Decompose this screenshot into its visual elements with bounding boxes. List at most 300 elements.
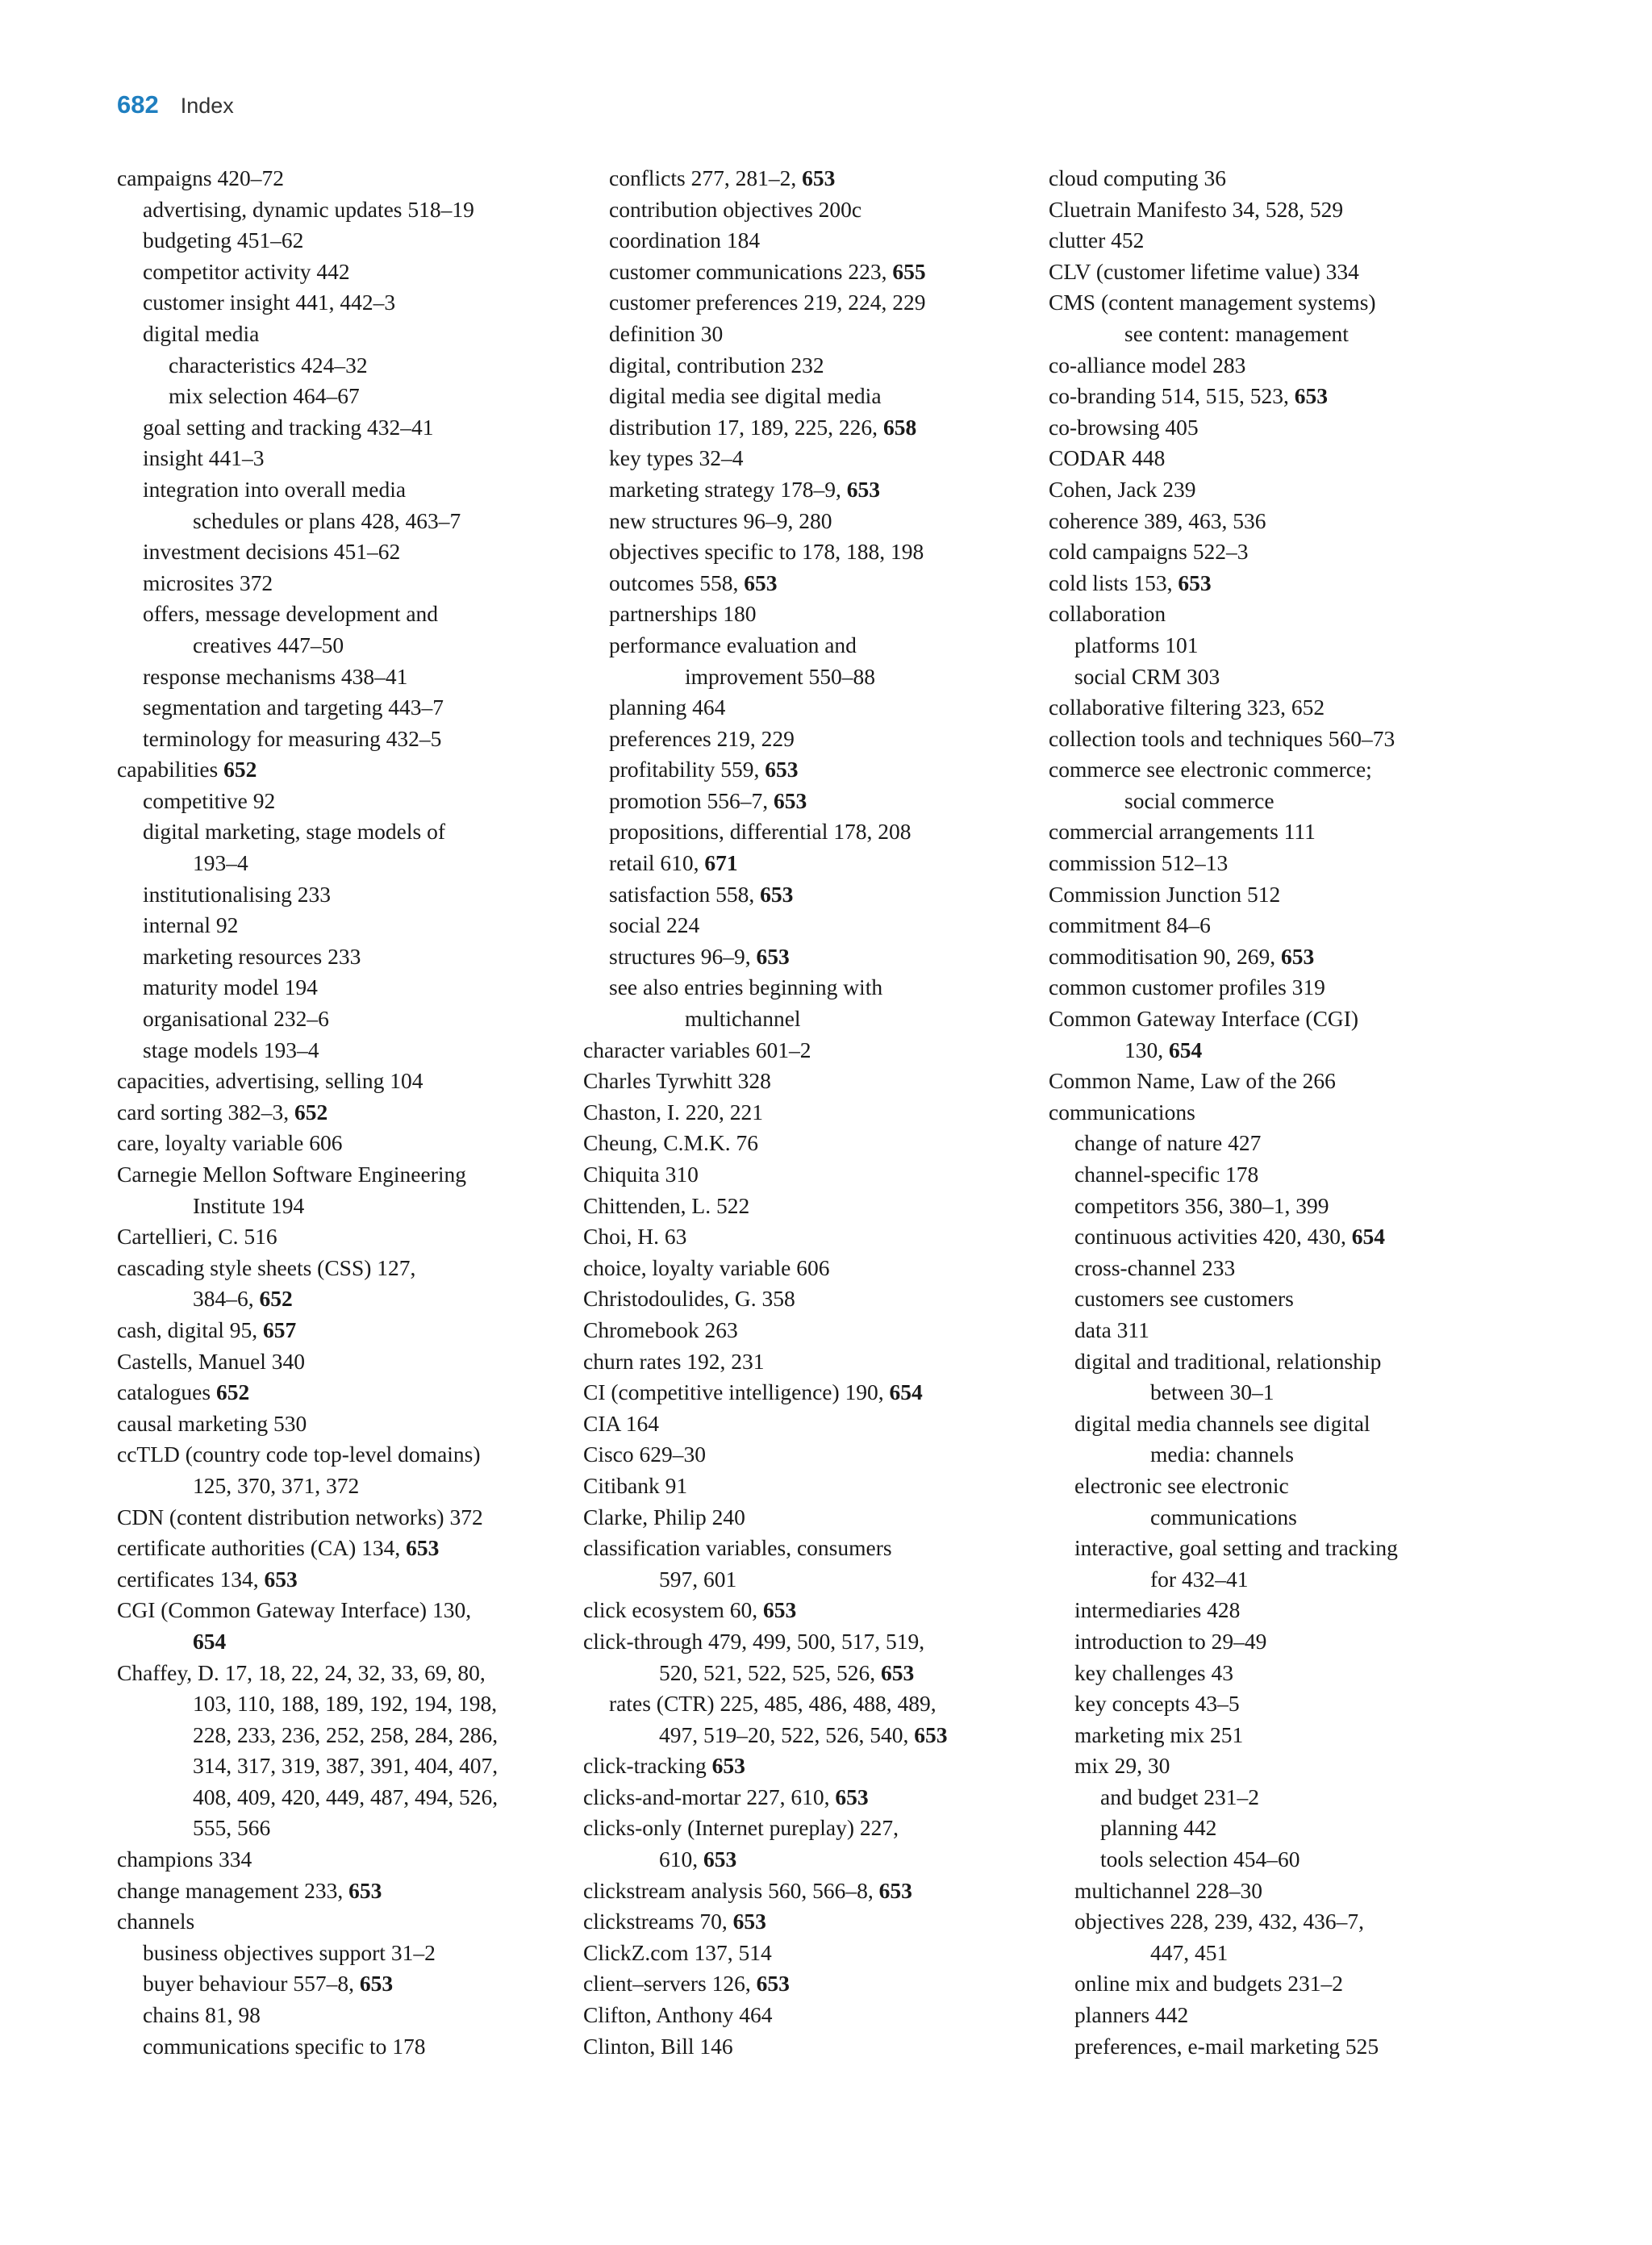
index-entry <box>1049 972 1500 1004</box>
index-entry <box>583 1782 1035 1813</box>
index-entry-text: objectives specific to 178, 188, 198 <box>609 539 924 565</box>
index-entry <box>583 506 1035 537</box>
index-entry <box>1049 1502 1500 1534</box>
index-entry-text: capacities, advertising, selling 104 <box>117 1068 423 1094</box>
index-entry-text: tools selection 454–60 <box>1100 1846 1300 1872</box>
index-entry <box>583 1502 1035 1534</box>
index-entry-bold-page: 653 <box>773 787 807 813</box>
index-entry <box>117 1720 569 1751</box>
index-entry-text: ccTLD (country code top-level domains) <box>117 1442 481 1467</box>
index-entry-bold-page: 654 <box>1169 1037 1203 1062</box>
index-entry <box>1049 1626 1500 1658</box>
index-entry <box>117 692 569 724</box>
index-entry-text: Choi, H. 63 <box>583 1224 687 1250</box>
index-entry-bold-page: 652 <box>259 1286 293 1312</box>
index-entry <box>1049 257 1500 288</box>
index-entry <box>1049 630 1500 661</box>
index-entry-text: customer preferences 219, 224, 229 <box>609 290 926 315</box>
index-entry-bold-page: 653 <box>756 1971 790 1997</box>
index-entry-text: conflicts 277, 281–2, <box>609 165 803 190</box>
index-entry <box>1049 848 1500 879</box>
index-entry <box>117 754 569 786</box>
index-entry <box>1049 1346 1500 1378</box>
index-entry-bold-page: 653 <box>835 1784 869 1809</box>
index-entry-text: cross-channel 233 <box>1074 1254 1236 1280</box>
page-number: 682 <box>117 90 159 119</box>
index-entry <box>583 287 1035 319</box>
index-entry-text: Cisco 629–30 <box>583 1442 707 1467</box>
index-entry-text: collaborative filtering 323, 652 <box>1049 695 1325 720</box>
index-entry <box>1049 661 1500 693</box>
index-entry-text: competitors 356, 380–1, 399 <box>1074 1192 1329 1218</box>
index-entry <box>117 1533 569 1564</box>
index-entry-text: stage models 193–4 <box>143 1037 319 1062</box>
index-entry <box>583 1346 1035 1378</box>
index-entry-text: social 224 <box>609 912 700 938</box>
index-entry-text: Clarke, Philip 240 <box>583 1504 745 1529</box>
index-entry-text: response mechanisms 438–41 <box>143 663 408 689</box>
index-entry-text: commercial arrangements 111 <box>1049 819 1316 845</box>
index-entry <box>583 879 1035 911</box>
index-entry-text: preferences 219, 229 <box>609 725 795 751</box>
index-entry-text: planners 442 <box>1074 2002 1189 2028</box>
index-entry-text: coherence 389, 463, 536 <box>1049 507 1266 533</box>
index-entry-text: 610, <box>659 1846 703 1872</box>
index-entry-text: cloud computing 36 <box>1049 165 1226 190</box>
index-entry-bold-page: 654 <box>1351 1224 1385 1250</box>
index-entry <box>583 474 1035 506</box>
index-entry-text: commerce see electronic commerce; <box>1049 757 1372 782</box>
index-entry-text: multichannel <box>685 1006 801 1032</box>
page-header <box>117 90 234 119</box>
index-entry-text: 103, 110, 188, 189, 192, 194, 198, <box>193 1691 498 1717</box>
index-entry-text: online mix and budgets 231–2 <box>1074 1971 1344 1997</box>
index-entry-text: communications <box>1150 1504 1297 1529</box>
index-entry-text: Chromebook 263 <box>583 1317 738 1342</box>
index-entry <box>583 1751 1035 1782</box>
index-entry-text: for 432–41 <box>1150 1566 1249 1592</box>
index-entry <box>1049 474 1500 506</box>
index-entry <box>117 1035 569 1066</box>
index-entry <box>583 1221 1035 1253</box>
index-entry-text: clickstream analysis 560, 566–8, <box>583 1877 879 1903</box>
index-entry <box>1049 1035 1500 1066</box>
index-entry <box>117 661 569 693</box>
index-entry-text: interactive, goal setting and tracking <box>1074 1535 1398 1561</box>
index-entry-text: customers see customers <box>1074 1286 1294 1312</box>
index-entry <box>117 443 569 474</box>
index-entry-text: card sorting 382–3, <box>117 1099 294 1125</box>
index-entry <box>1049 1813 1500 1844</box>
index-entry <box>1049 1782 1500 1813</box>
index-entry-bold-page: 652 <box>223 757 257 782</box>
index-entry-bold-page: 653 <box>744 570 778 595</box>
index-entry <box>117 506 569 537</box>
index-entry <box>1049 1471 1500 1502</box>
index-entry-text: collaboration <box>1049 601 1166 627</box>
index-entry-text: Chaffey, D. 17, 18, 22, 24, 32, 33, 69, 80, <box>117 1659 486 1685</box>
index-entry <box>1049 786 1500 817</box>
index-entry <box>117 599 569 630</box>
index-entry-text: marketing strategy 178–9, <box>609 476 847 502</box>
index-entry-text: Clinton, Bill 146 <box>583 2033 733 2059</box>
index-entry-bold-page: 654 <box>889 1379 923 1405</box>
index-entry <box>583 536 1035 568</box>
index-entry <box>1049 2000 1500 2031</box>
index-entry <box>117 1688 569 1720</box>
index-entry-bold-page: 653 <box>802 165 836 190</box>
index-entry <box>1049 1658 1500 1689</box>
index-entry <box>583 1938 1035 1969</box>
index-entry-text: care, loyalty variable 606 <box>117 1130 343 1156</box>
index-entry-text: customer insight 441, 442–3 <box>143 290 396 315</box>
index-entry <box>1049 536 1500 568</box>
index-entry-bold-page: 653 <box>914 1721 948 1747</box>
index-entry-text: competitive 92 <box>143 787 276 813</box>
index-entry-text: Citibank 91 <box>583 1472 688 1498</box>
index-entry-text: satisfaction 558, <box>609 881 761 907</box>
index-entry-text: co-branding 514, 515, 523, <box>1049 383 1295 409</box>
index-column-1 <box>117 163 569 2062</box>
index-entry <box>583 1004 1035 1035</box>
index-entry-text: CI (competitive intelligence) 190, <box>583 1379 890 1405</box>
index-entry-text: CGI (Common Gateway Interface) 130, <box>117 1597 472 1623</box>
index-entry-bold-page: 654 <box>193 1628 227 1654</box>
index-entry <box>1049 1283 1500 1315</box>
index-entry <box>117 1346 569 1378</box>
index-entry-text: budgeting 451–62 <box>143 227 304 253</box>
index-entry-text: clutter 452 <box>1049 227 1145 253</box>
index-entry-text: Cohen, Jack 239 <box>1049 476 1196 502</box>
index-entry-text: goal setting and tracking 432–41 <box>143 414 434 440</box>
index-entry-text: CMS (content management systems) <box>1049 290 1376 315</box>
index-entry-text: 130, <box>1124 1037 1169 1062</box>
index-entry <box>583 1813 1035 1844</box>
index-entry-text: collection tools and techniques 560–73 <box>1049 725 1395 751</box>
index-entry <box>583 599 1035 630</box>
index-entry <box>117 879 569 911</box>
index-entry <box>117 1377 569 1408</box>
index-entry <box>583 194 1035 226</box>
index-entry-text: preferences, e-mail marketing 525 <box>1074 2033 1379 2059</box>
index-entry <box>1049 1191 1500 1222</box>
index-entry <box>117 1191 569 1222</box>
index-entry <box>1049 1315 1500 1346</box>
index-entry <box>1049 1906 1500 1938</box>
index-entry-text: Institute 194 <box>193 1192 305 1218</box>
index-entry-text: new structures 96–9, 280 <box>609 507 832 533</box>
index-entry-text: partnerships 180 <box>609 601 757 627</box>
index-entry <box>117 910 569 941</box>
index-entry <box>583 1595 1035 1626</box>
index-entry <box>583 2031 1035 2063</box>
index-entry-text: characteristics 424–32 <box>169 352 368 378</box>
index-entry <box>1049 599 1500 630</box>
index-entry <box>117 2000 569 2031</box>
index-entry-text: outcomes 558, <box>609 570 745 595</box>
index-entry <box>117 474 569 506</box>
index-entry <box>583 754 1035 786</box>
index-entry-text: commoditisation 90, 269, <box>1049 943 1281 969</box>
index-entry-text: social commerce <box>1124 787 1274 813</box>
index-entry-bold-page: 653 <box>732 1909 766 1934</box>
index-entry <box>583 2000 1035 2031</box>
index-entry <box>1049 1097 1500 1129</box>
index-entry-text: propositions, differential 178, 208 <box>609 819 912 845</box>
index-entry <box>1049 568 1500 599</box>
index-entry <box>583 443 1035 474</box>
index-entry-text: 447, 451 <box>1150 1939 1229 1965</box>
index-entry <box>1049 319 1500 350</box>
index-entry-text: improvement 550–88 <box>685 663 876 689</box>
index-entry-text: 314, 317, 319, 387, 391, 404, 407, <box>193 1753 499 1779</box>
index-entry <box>117 1221 569 1253</box>
index-entry <box>583 1439 1035 1471</box>
index-entry-text: cash, digital 95, <box>117 1317 264 1342</box>
index-entry <box>583 1533 1035 1564</box>
index-entry-text: creatives 447–50 <box>193 632 344 657</box>
index-entry <box>583 1564 1035 1596</box>
index-entry-text: 384–6, <box>193 1286 260 1312</box>
index-entry <box>1049 1253 1500 1284</box>
index-entry-bold-page: 653 <box>765 757 799 782</box>
index-entry <box>1049 381 1500 412</box>
index-entry-text: and budget 231–2 <box>1100 1784 1260 1809</box>
index-entry-text: chains 81, 98 <box>143 2002 261 2028</box>
index-entry <box>1049 1377 1500 1408</box>
index-entry <box>1049 287 1500 319</box>
index-entry-bold-page: 653 <box>1280 943 1315 969</box>
index-entry <box>1049 2031 1500 2063</box>
index-entry <box>1049 1221 1500 1253</box>
index-entry-bold-page: 653 <box>763 1597 797 1623</box>
index-entry-text: digital media <box>143 320 260 346</box>
index-entry <box>583 972 1035 1004</box>
index-entry-text: 228, 233, 236, 252, 258, 284, 286, <box>193 1721 499 1747</box>
index-entry-text: Chaston, I. 220, 221 <box>583 1099 764 1125</box>
index-entry-text: common customer profiles 319 <box>1049 974 1325 1000</box>
index-entry-text: coordination 184 <box>609 227 761 253</box>
index-entry-bold-page: 653 <box>348 1877 382 1903</box>
index-entry-text: channels <box>117 1909 195 1934</box>
index-entry-bold-page: 653 <box>264 1566 298 1592</box>
index-entry-text: distribution 17, 189, 225, 226, <box>609 414 883 440</box>
index-entry-text: 555, 566 <box>193 1815 271 1841</box>
index-entry-text: campaigns 420–72 <box>117 165 284 190</box>
index-entry <box>117 1876 569 1907</box>
index-entry <box>583 630 1035 661</box>
index-entry-text: Christodoulides, G. 358 <box>583 1286 795 1312</box>
index-column-2 <box>583 163 1035 2062</box>
index-entry <box>117 1253 569 1284</box>
index-entry <box>583 1191 1035 1222</box>
index-entry-bold-page: 657 <box>263 1317 297 1342</box>
index-entry-text: see content: management <box>1124 320 1349 346</box>
index-entry <box>583 1626 1035 1658</box>
index-entry-text: digital media channels see digital <box>1074 1410 1370 1436</box>
index-entry <box>117 848 569 879</box>
index-entry-text: structures 96–9, <box>609 943 757 969</box>
index-entry-bold-page: 658 <box>882 414 917 440</box>
index-entry-text: data 311 <box>1074 1317 1149 1342</box>
index-entry <box>583 1968 1035 2000</box>
index-entry-text: media: channels <box>1150 1442 1294 1467</box>
index-column-3 <box>1049 163 1500 2062</box>
index-entry-text: change of nature 427 <box>1074 1130 1262 1156</box>
index-entry-text: cold campaigns 522–3 <box>1049 539 1249 565</box>
index-entry <box>583 319 1035 350</box>
index-entry-text: click ecosystem 60, <box>583 1597 763 1623</box>
index-entry-text: churn rates 192, 231 <box>583 1348 765 1374</box>
index-entry <box>1049 1408 1500 1440</box>
index-entry-text: commitment 84–6 <box>1049 912 1211 938</box>
index-entry <box>583 848 1035 879</box>
index-entry-bold-page: 653 <box>359 1971 394 1997</box>
index-entry-text: marketing mix 251 <box>1074 1721 1244 1747</box>
index-entry <box>117 1906 569 1938</box>
index-entry-text: institutionalising 233 <box>143 881 331 907</box>
index-entry <box>583 724 1035 755</box>
index-entry-text: catalogues <box>117 1379 216 1405</box>
index-entry-text: certificates 134, <box>117 1566 265 1592</box>
index-entry-text: clicks-and-mortar 227, 610, <box>583 1784 836 1809</box>
index-entry-text: Carnegie Mellon Software Engineering <box>117 1162 466 1187</box>
index-entry <box>1049 910 1500 941</box>
index-entry <box>583 910 1035 941</box>
index-entry <box>1049 1439 1500 1471</box>
index-entry <box>117 412 569 444</box>
index-entry-bold-page: 653 <box>1178 570 1212 595</box>
index-entry-text: champions 334 <box>117 1846 252 1872</box>
index-entry-text: Chittenden, L. 522 <box>583 1192 750 1218</box>
index-entry-text: see also entries beginning with <box>609 974 883 1000</box>
index-entry <box>117 381 569 412</box>
index-entry-text: platforms 101 <box>1074 632 1199 657</box>
index-entry-text: Charles Tyrwhitt 328 <box>583 1068 771 1094</box>
index-entry <box>583 1128 1035 1159</box>
index-entry-bold-page: 653 <box>881 1659 915 1685</box>
index-entry <box>117 1159 569 1191</box>
index-entry-text: channel-specific 178 <box>1074 1162 1259 1187</box>
index-entry <box>583 816 1035 848</box>
index-entry-text: cold lists 153, <box>1049 570 1179 595</box>
index-entry <box>1049 1844 1500 1876</box>
index-entry-bold-page: 671 <box>704 850 738 876</box>
index-entry <box>583 381 1035 412</box>
index-entry-text: planning 442 <box>1100 1815 1217 1841</box>
index-entry-text: ClickZ.com 137, 514 <box>583 1939 772 1965</box>
index-entry <box>117 1968 569 2000</box>
index-entry <box>1049 443 1500 474</box>
index-entry-text: 408, 409, 420, 449, 487, 494, 526, <box>193 1784 499 1809</box>
index-entry-text: rates (CTR) 225, 485, 486, 488, 489, <box>609 1691 937 1717</box>
index-entry <box>1049 754 1500 786</box>
index-entry <box>117 536 569 568</box>
index-entry-bold-page: 653 <box>406 1535 440 1561</box>
index-entry-text: CLV (customer lifetime value) 334 <box>1049 258 1359 284</box>
index-entry <box>1049 1720 1500 1751</box>
index-entry-text: offers, message development and <box>143 601 439 627</box>
index-entry-text: intermediaries 428 <box>1074 1597 1241 1623</box>
index-entry <box>117 786 569 817</box>
index-entry <box>1049 1564 1500 1596</box>
index-entry <box>583 225 1035 257</box>
index-entry <box>1049 1533 1500 1564</box>
index-entry <box>583 1035 1035 1066</box>
index-entry-bold-page: 653 <box>878 1877 912 1903</box>
index-entry <box>117 319 569 350</box>
index-entry <box>117 568 569 599</box>
index-entry-bold-page: 653 <box>1294 383 1328 409</box>
index-entry-text: terminology for measuring 432–5 <box>143 725 442 751</box>
index-entry <box>117 1408 569 1440</box>
index-entry-text: schedules or plans 428, 463–7 <box>193 507 461 533</box>
index-entry-text: co-browsing 405 <box>1049 414 1199 440</box>
index-entry-text: digital media see digital media <box>609 383 882 409</box>
index-entry-text: mix selection 464–67 <box>169 383 360 409</box>
index-entry-text: choice, loyalty variable 606 <box>583 1254 830 1280</box>
index-entry-text: communications specific to 178 <box>143 2033 426 2059</box>
index-entry <box>583 786 1035 817</box>
index-entry-text: social CRM 303 <box>1074 663 1220 689</box>
index-entry-text: Commission Junction 512 <box>1049 881 1281 907</box>
index-entry-text: clickstreams 70, <box>583 1909 733 1934</box>
index-entry <box>1049 1128 1500 1159</box>
index-entry <box>117 1844 569 1876</box>
index-entry <box>1049 1876 1500 1907</box>
index-entry <box>117 941 569 973</box>
index-entry-bold-page: 653 <box>846 476 881 502</box>
index-entry-text: integration into overall media <box>143 476 407 502</box>
index-entry <box>583 350 1035 382</box>
index-entry <box>583 1876 1035 1907</box>
index-entry <box>117 1626 569 1658</box>
index-entry <box>117 1658 569 1689</box>
index-entry-bold-page: 653 <box>711 1753 745 1779</box>
index-entry <box>117 194 569 226</box>
index-entry-text: between 30–1 <box>1150 1379 1274 1405</box>
index-entry-text: key challenges 43 <box>1074 1659 1234 1685</box>
index-entry-text: microsites 372 <box>143 570 273 595</box>
index-entry-text: commission 512–13 <box>1049 850 1229 876</box>
index-entry <box>117 1813 569 1844</box>
index-entry-text: continuous activities 420, 430, <box>1074 1224 1352 1250</box>
index-entry <box>117 1782 569 1813</box>
index-entry <box>583 257 1035 288</box>
index-entry <box>117 1595 569 1626</box>
index-entry <box>583 1471 1035 1502</box>
index-entry-text: classification variables, consumers <box>583 1535 892 1561</box>
index-entry <box>583 1283 1035 1315</box>
index-entry-text: Clifton, Anthony 464 <box>583 2002 773 2028</box>
index-entry <box>117 1751 569 1782</box>
index-entry-text: segmentation and targeting 443–7 <box>143 695 444 720</box>
index-entry <box>117 257 569 288</box>
index-entry-text: character variables 601–2 <box>583 1037 811 1062</box>
index-entry-text: Common Gateway Interface (CGI) <box>1049 1006 1359 1032</box>
index-entry-text: Common Name, Law of the 266 <box>1049 1068 1336 1094</box>
index-entry <box>583 1253 1035 1284</box>
index-entry <box>117 1502 569 1534</box>
index-entry <box>117 1128 569 1159</box>
index-entry <box>1049 412 1500 444</box>
index-entry <box>1049 1751 1500 1782</box>
index-entry <box>583 412 1035 444</box>
index-entry-text: introduction to 29–49 <box>1074 1628 1267 1654</box>
index-entry-text: business objectives support 31–2 <box>143 1939 436 1965</box>
index-entry-bold-page: 652 <box>294 1099 328 1125</box>
index-entry <box>117 1097 569 1129</box>
